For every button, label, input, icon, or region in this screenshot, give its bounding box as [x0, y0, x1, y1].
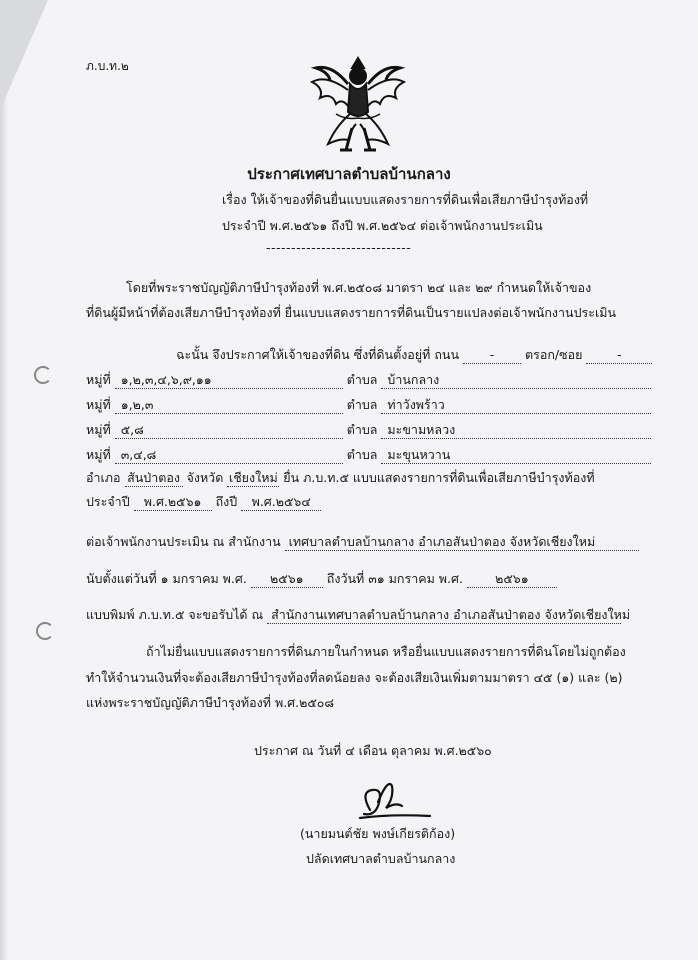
- tambon-value: มะขุนหวาน: [381, 447, 651, 464]
- to-year-label: ถึงปี: [215, 494, 238, 509]
- signer-title: ปลัดเทศบาลตำบลบ้านกลาง: [306, 851, 456, 866]
- location-intro: ฉะนั้น จึงประกาศให้เจ้าของที่ดิน ซึ่งที่ดินตั้งอยู่ที่ ถนน: [176, 347, 460, 362]
- tambon-label: ตำบล: [346, 372, 378, 387]
- year-to-value: พ.ศ.๒๕๖๔: [241, 494, 321, 511]
- moo-value: ๕,๘: [115, 422, 343, 439]
- location-intro-line: [176, 347, 652, 364]
- punch-hole-bottom: [36, 622, 54, 640]
- divider-line: -----------------------------: [266, 240, 412, 255]
- moo-row-1: [86, 372, 651, 389]
- subject-line-1: เรื่อง ให้เจ้าของที่ดินยื่นแบบแสดงรายการที่ดินเพื่อเสียภาษีบำรุงท้องที่: [222, 192, 589, 207]
- paragraph3-line2: ทำให้จำนวนเงินที่จะต้องเสียภาษีบำรุงท้องที่ลดน้อยลง จะต้องเสียเงินเพิ่มตามมาตรา ๔๕ (๑) และ (๒): [86, 670, 623, 685]
- announcement-date: ประกาศ ณ วันที่ ๔ เดือน ตุลาคม พ.ศ.๒๕๖๐: [254, 743, 492, 758]
- amphoe-value: สันป่าตอง: [125, 470, 183, 487]
- scan-edge-shadow: [0, 0, 8, 960]
- tambon-value: ท่าวังพร้าว: [381, 397, 651, 414]
- garuda-emblem-icon: [306, 54, 410, 154]
- province-value: เชียงใหม่: [228, 470, 278, 485]
- moo-label: หมู่ที่: [86, 397, 111, 412]
- period-to-label: ถึงวันที่ ๓๑ มกราคม พ.ศ.: [326, 571, 463, 586]
- period-to-year: ๒๕๖๑: [467, 571, 557, 588]
- paragraph1-line1: โดยที่พระราชบัญญัติภาษีบำรุงท้องที่ พ.ศ.๒๕๐๘ มาตรา ๒๔ และ ๒๙ กำหนดให้เจ้าของ: [126, 280, 592, 295]
- moo-label: หมู่ที่: [86, 447, 111, 462]
- submit-text: ยื่น ภ.บ.ท.๕ แบบแสดงรายการที่ดินเพื่อเสียภาษีบำรุงท้องที่: [283, 470, 595, 485]
- moo-row-3: [86, 422, 651, 439]
- tambon-label: ตำบล: [346, 422, 378, 437]
- signer-name: (นายมนต์ชัย พงษ์เกียรติก้อง): [300, 826, 456, 841]
- office-label: ต่อเจ้าพนักงานประเมิน ณ สำนักงาน: [86, 534, 281, 549]
- road-value: -: [463, 347, 521, 364]
- moo-value: ๑,๒,๓,๔,๖,๙,๑๑: [115, 372, 343, 389]
- year-label: ประจำปี: [86, 494, 130, 509]
- period-from-label: นับตั้งแต่วันที่ ๑ มกราคม พ.ศ.: [86, 571, 247, 586]
- amphoe-line: [86, 470, 595, 487]
- punch-hole-top: [34, 366, 52, 384]
- period-from-year: ๒๕๖๑: [251, 571, 323, 588]
- year-line: [86, 494, 321, 511]
- alley-value: -: [586, 347, 652, 364]
- moo-label: หมู่ที่: [86, 422, 111, 437]
- province-label: จังหวัด: [186, 470, 224, 485]
- subject-line-2: ประจำปี พ.ศ.๒๕๖๑ ถึงปี พ.ศ.๒๕๖๔ ต่อเจ้าพนักงานประเมิน: [222, 218, 543, 233]
- moo-row-4: [86, 447, 651, 464]
- amphoe-label: อำเภอ: [86, 470, 121, 485]
- period-line: [86, 571, 557, 588]
- form-pickup-value: สำนักงานเทศบาลตำบลบ้านกลาง อำเภอสันป่าตอง จังหวัดเชียงใหม่: [267, 607, 621, 624]
- alley-label: ตรอก/ซอย: [524, 347, 583, 362]
- paragraph3-line3: แห่งพระราชบัญญัติภาษีบำรุงท้องที่ พ.ศ.๒๕๐๘: [86, 695, 335, 710]
- tambon-label: ตำบล: [346, 447, 378, 462]
- office-value: เทศบาลตำบลบ้านกลาง อำเภอสันป่าตอง จังหวัดเชียงใหม่: [285, 534, 639, 551]
- signature-icon: [340, 772, 440, 824]
- moo-label: หมู่ที่: [86, 372, 111, 387]
- office-line: [86, 534, 639, 551]
- paragraph3-line1: ถ้าไม่ยื่นแบบแสดงรายการที่ดินภายในกำหนด หรือยื่นแบบแสดงรายการที่ดินโดยไม่ถูกต้อง: [146, 644, 626, 659]
- tambon-value: บ้านกลาง: [381, 372, 651, 389]
- form-code: ภ.บ.ท.๒: [86, 59, 129, 73]
- page-corner-fold: [0, 0, 48, 110]
- moo-value: ๓,๔,๘: [115, 447, 343, 464]
- moo-row-2: [86, 397, 651, 414]
- paragraph1-line2: ที่ดินผู้มีหน้าที่ต้องเสียภาษีบำรุงท้องที่ ยื่นแบบแสดงรายการที่ดินเป็นรายแปลงต่อเจ้าพนักงานประเมิน: [86, 305, 617, 320]
- form-pickup-line: [86, 607, 631, 624]
- form-pickup-label: แบบพิมพ์ ภ.บ.ท.๕ จะขอรับได้ ณ: [86, 607, 264, 622]
- tambon-label: ตำบล: [346, 397, 378, 412]
- announcement-title: ประกาศเทศบาลตำบลบ้านกลาง: [247, 165, 451, 183]
- moo-value: ๑,๒,๓: [115, 397, 343, 414]
- tambon-value: มะขามหลวง: [381, 422, 651, 439]
- year-from-value: พ.ศ.๒๕๖๑: [134, 494, 212, 511]
